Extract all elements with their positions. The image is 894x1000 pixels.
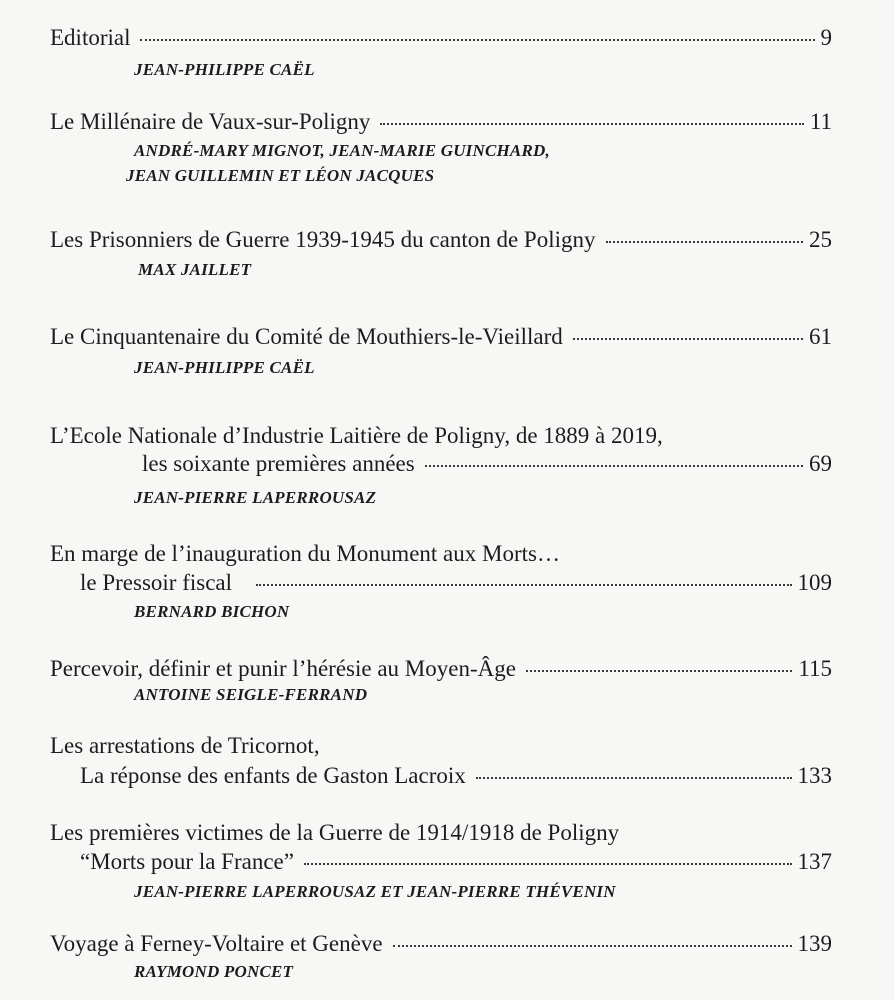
entry-authors: ANDRÉ-MARY MIGNOT, JEAN-MARIE GUINCHARD, (134, 141, 550, 160)
leader-dots (380, 123, 803, 125)
entry-authors: RAYMOND PONCET (134, 962, 294, 981)
toc-entry-line (50, 819, 619, 847)
entry-title: Le Millénaire de Vaux-sur-Poligny (50, 109, 371, 134)
toc-entry-line (50, 24, 832, 52)
entry-title: Le Cinquantenaire du Comité de Mouthiers-le-Vieillard (50, 324, 563, 349)
toc-entry-line (80, 848, 832, 876)
leader-dots (304, 863, 792, 865)
entry-authors: JEAN-PHILIPPE CAËL (134, 358, 315, 377)
leader-dots (526, 670, 792, 672)
leader-dots (476, 777, 792, 779)
toc-entry-line (50, 655, 832, 683)
entry-title: Les premières victimes de la Guerre de 1914/1918 de Poligny (50, 820, 620, 845)
toc-entry-line (142, 450, 832, 478)
page-number: 139 (797, 931, 832, 956)
toc-entry-line (50, 323, 832, 351)
page-number: 69 (809, 451, 832, 476)
entry-title: Les Prisonniers de Guerre 1939-1945 du canton de Poligny (50, 227, 596, 252)
page-number: 133 (797, 763, 832, 788)
entry-title-continued: les soixante premières années (142, 451, 415, 476)
entry-title: Percevoir, définir et punir l’hérésie au Moyen-Âge (50, 656, 516, 681)
page-number: 115 (798, 656, 832, 681)
leader-dots (425, 465, 803, 467)
toc-entry-line (50, 108, 832, 136)
entry-title: L’Ecole Nationale d’Industrie Laitière de Poligny, de 1889 à 2019, (50, 423, 663, 448)
entry-title-continued: “Morts pour la France” (80, 849, 294, 874)
leader-dots (606, 241, 803, 243)
leader-dots (256, 584, 791, 586)
page-number: 61 (809, 324, 832, 349)
toc-entry-line (50, 732, 320, 760)
leader-dots (573, 338, 803, 340)
toc-entry-line (80, 762, 832, 790)
page-number: 9 (820, 25, 832, 50)
page-number: 25 (809, 227, 832, 252)
entry-authors: MAX JAILLET (138, 260, 252, 279)
entry-authors: JEAN-PHILIPPE CAËL (134, 60, 315, 79)
entry-authors: JEAN-PIERRE LAPERROUSAZ ET JEAN-PIERRE THÉVENIN (134, 882, 616, 901)
leader-dots (140, 39, 814, 41)
page-number: 137 (797, 849, 832, 874)
page-number: 109 (797, 570, 832, 595)
entry-authors: ANTOINE SEIGLE-FERRAND (134, 685, 368, 704)
toc-entry-line (50, 226, 832, 254)
entry-authors: JEAN-PIERRE LAPERROUSAZ (134, 488, 377, 507)
entry-title-continued: le Pressoir fiscal (80, 570, 233, 595)
entry-title: Les arrestations de Tricornot, (50, 733, 320, 758)
leader-dots (393, 945, 792, 947)
entry-title: En marge de l’inauguration du Monument aux Morts… (50, 541, 560, 566)
entry-title: Editorial (50, 25, 131, 50)
entry-title: Voyage à Ferney-Voltaire et Genève (50, 931, 383, 956)
page-number: 11 (809, 109, 832, 134)
entry-title-continued: La réponse des enfants de Gaston Lacroix (80, 763, 466, 788)
entry-authors: BERNARD BICHON (134, 602, 290, 621)
toc-entry-line (50, 540, 560, 568)
toc-entry-line (50, 422, 663, 450)
toc-entry-line (80, 569, 832, 597)
entry-authors: JEAN GUILLEMIN ET LÉON JACQUES (126, 166, 435, 185)
toc-entry-line (50, 930, 832, 958)
